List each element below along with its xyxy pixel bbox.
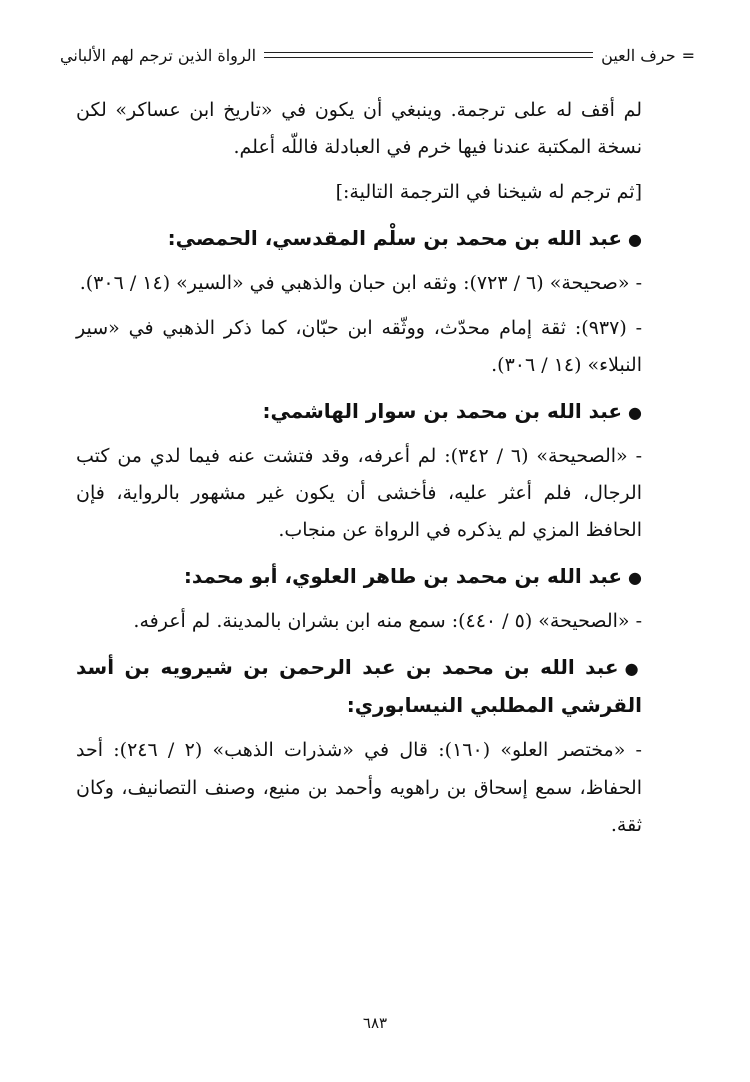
entry-heading-text: عبد الله بن محمد بن سلْم المقدسي، الحمصي: — [167, 226, 623, 251]
paragraph: - (٩٣٧): ثقة إمام محدّث، ووثّقه ابن حبّان، كما ذكر الذهبي في «سير النبلاء» (١٤ / ٣٠٦). — [76, 317, 642, 377]
running-header — [60, 40, 695, 70]
header-chapter: حرف العين — [601, 45, 676, 65]
entry-heading — [76, 392, 642, 430]
entry-heading — [76, 648, 642, 724]
page-number: ٦٨٣ — [362, 1014, 388, 1032]
bullet-icon: ● — [628, 230, 642, 250]
entry-heading-text: عبد الله بن محمد بن طاهر العلوي، أبو محمد: — [183, 564, 623, 589]
paragraph: لم أقف له على ترجمة. وينبغي أن يكون في «تاريخ ابن عساكر» لكن نسخة المكتبة عندنا فيها خرم في العبادلة فاللّه أعلم. — [76, 99, 642, 159]
paragraph: - «مختصر العلو» (١٦٠): قال في «شذرات الذهب» (٢ / ٢٤٦): أحد الحفاظ، سمع إسحاق بن راهويه وأحمد بن منيع، وصنف التصانيف، وكان ثقة. — [76, 739, 642, 836]
paragraph: - «صحيحة» (٦ / ٧٢٣): وثقه ابن حبان والذهبي في «السير» (١٤ / ٣٠٦). — [79, 272, 642, 295]
bullet-icon: ● — [628, 568, 642, 588]
bullet-icon: ● — [624, 659, 642, 679]
paragraph: - «الصحيحة» (٦ / ٣٤٢): لم أعرفه، وقد فتشت عنه فيما لدي من كتب الرجال، فلم أعثر عليه، فأخشى أن يكون غير مشهور بالرواية، فإن الحافظ المزي لم يذكره في الرواة عن منجاب. — [76, 445, 642, 542]
entry-heading — [76, 219, 642, 257]
header-book-title: الرواة الذين ترجم لهم الألباني — [60, 45, 257, 65]
paragraph: - «الصحيحة» (٥ / ٤٤٠): سمع منه ابن بشران بالمدينة. لم أعرفه. — [133, 610, 642, 633]
header-dash: = — [681, 45, 695, 65]
bracket-note: [ثم ترجم له شيخنا في الترجمة التالية:] — [335, 181, 642, 204]
page-body — [76, 92, 642, 852]
header-rule — [264, 52, 593, 58]
entry-heading — [76, 557, 642, 595]
bullet-icon: ● — [628, 403, 642, 423]
entry-heading-text: عبد الله بن محمد بن عبد الرحمن بن شيرويه بن أسد القرشي المطلبي النيسابوري: — [76, 655, 642, 718]
entry-heading-text: عبد الله بن محمد بن سوار الهاشمي: — [262, 399, 623, 424]
